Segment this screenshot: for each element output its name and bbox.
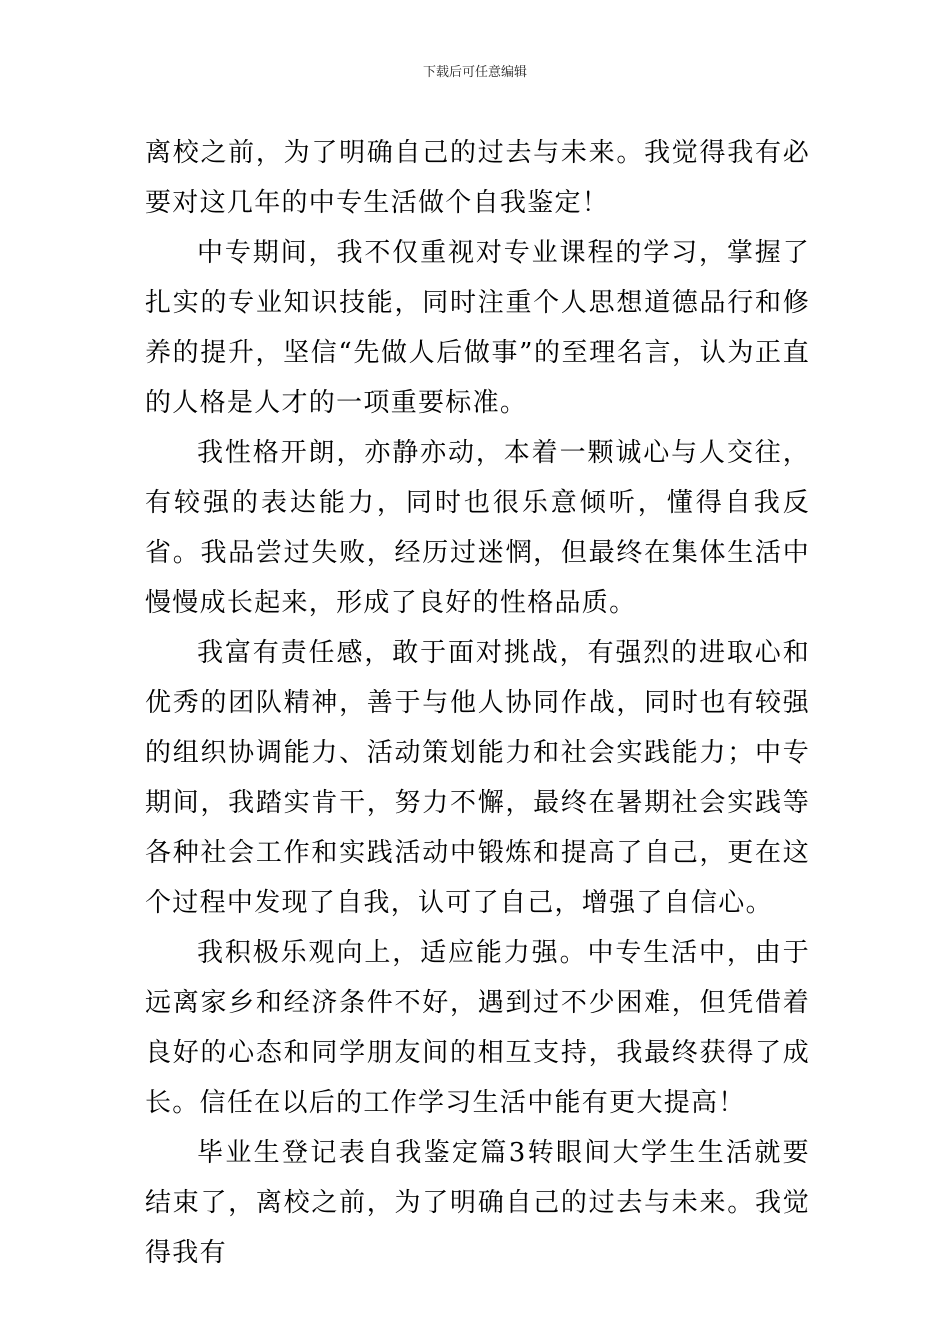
paragraph: 中专期间，我不仅重视对专业课程的学习，掌握了扎实的专业知识技能，同时注重个人思想道德品行和修养的提升，坚信“先做人后做事”的至理名言，认为正直的人格是人才的一项重要标准。 — [145, 238, 810, 418]
paragraph-continuation: 离校之前，为了明确自己的过去与未来。我觉得我有必要对这几年的中专生活做个自我鉴定！ — [145, 138, 810, 218]
paragraph: 我积极乐观向上，适应能力强。中专生活中，由于远离家乡和经济条件不好，遇到过不少困难，但凭借着良好的心态和同学朋友间的相互支持，我最终获得了成长。信任在以后的工作学习生活中能有更大提高！ — [145, 938, 810, 1118]
page-header: 下载后可任意编辑 — [422, 65, 527, 80]
document-body — [145, 128, 810, 1278]
paragraph: 毕业生登记表自我鉴定篇3转眼间大学生生活就要结束了，离校之前，为了明确自己的过去与未来。我觉得我有 — [145, 1138, 810, 1268]
paragraph: 我富有责任感，敢于面对挑战，有强烈的进取心和优秀的团队精神，善于与他人协同作战，同时也有较强的组织协调能力、活动策划能力和社会实践能力；中专期间，我踏实肯干，努力不懈，最终在暑期社会实践等各种社会工作和实践活动中锻炼和提高了自己，更在这个过程中发现了自我，认可了自己，增强了自信心。 — [145, 638, 810, 918]
paragraph: 我性格开朗，亦静亦动，本着一颗诚心与人交往，有较强的表达能力，同时也很乐意倾听，懂得自我反省。我品尝过失败，经历过迷惘，但最终在集体生活中慢慢成长起来，形成了良好的性格品质。 — [145, 438, 810, 618]
